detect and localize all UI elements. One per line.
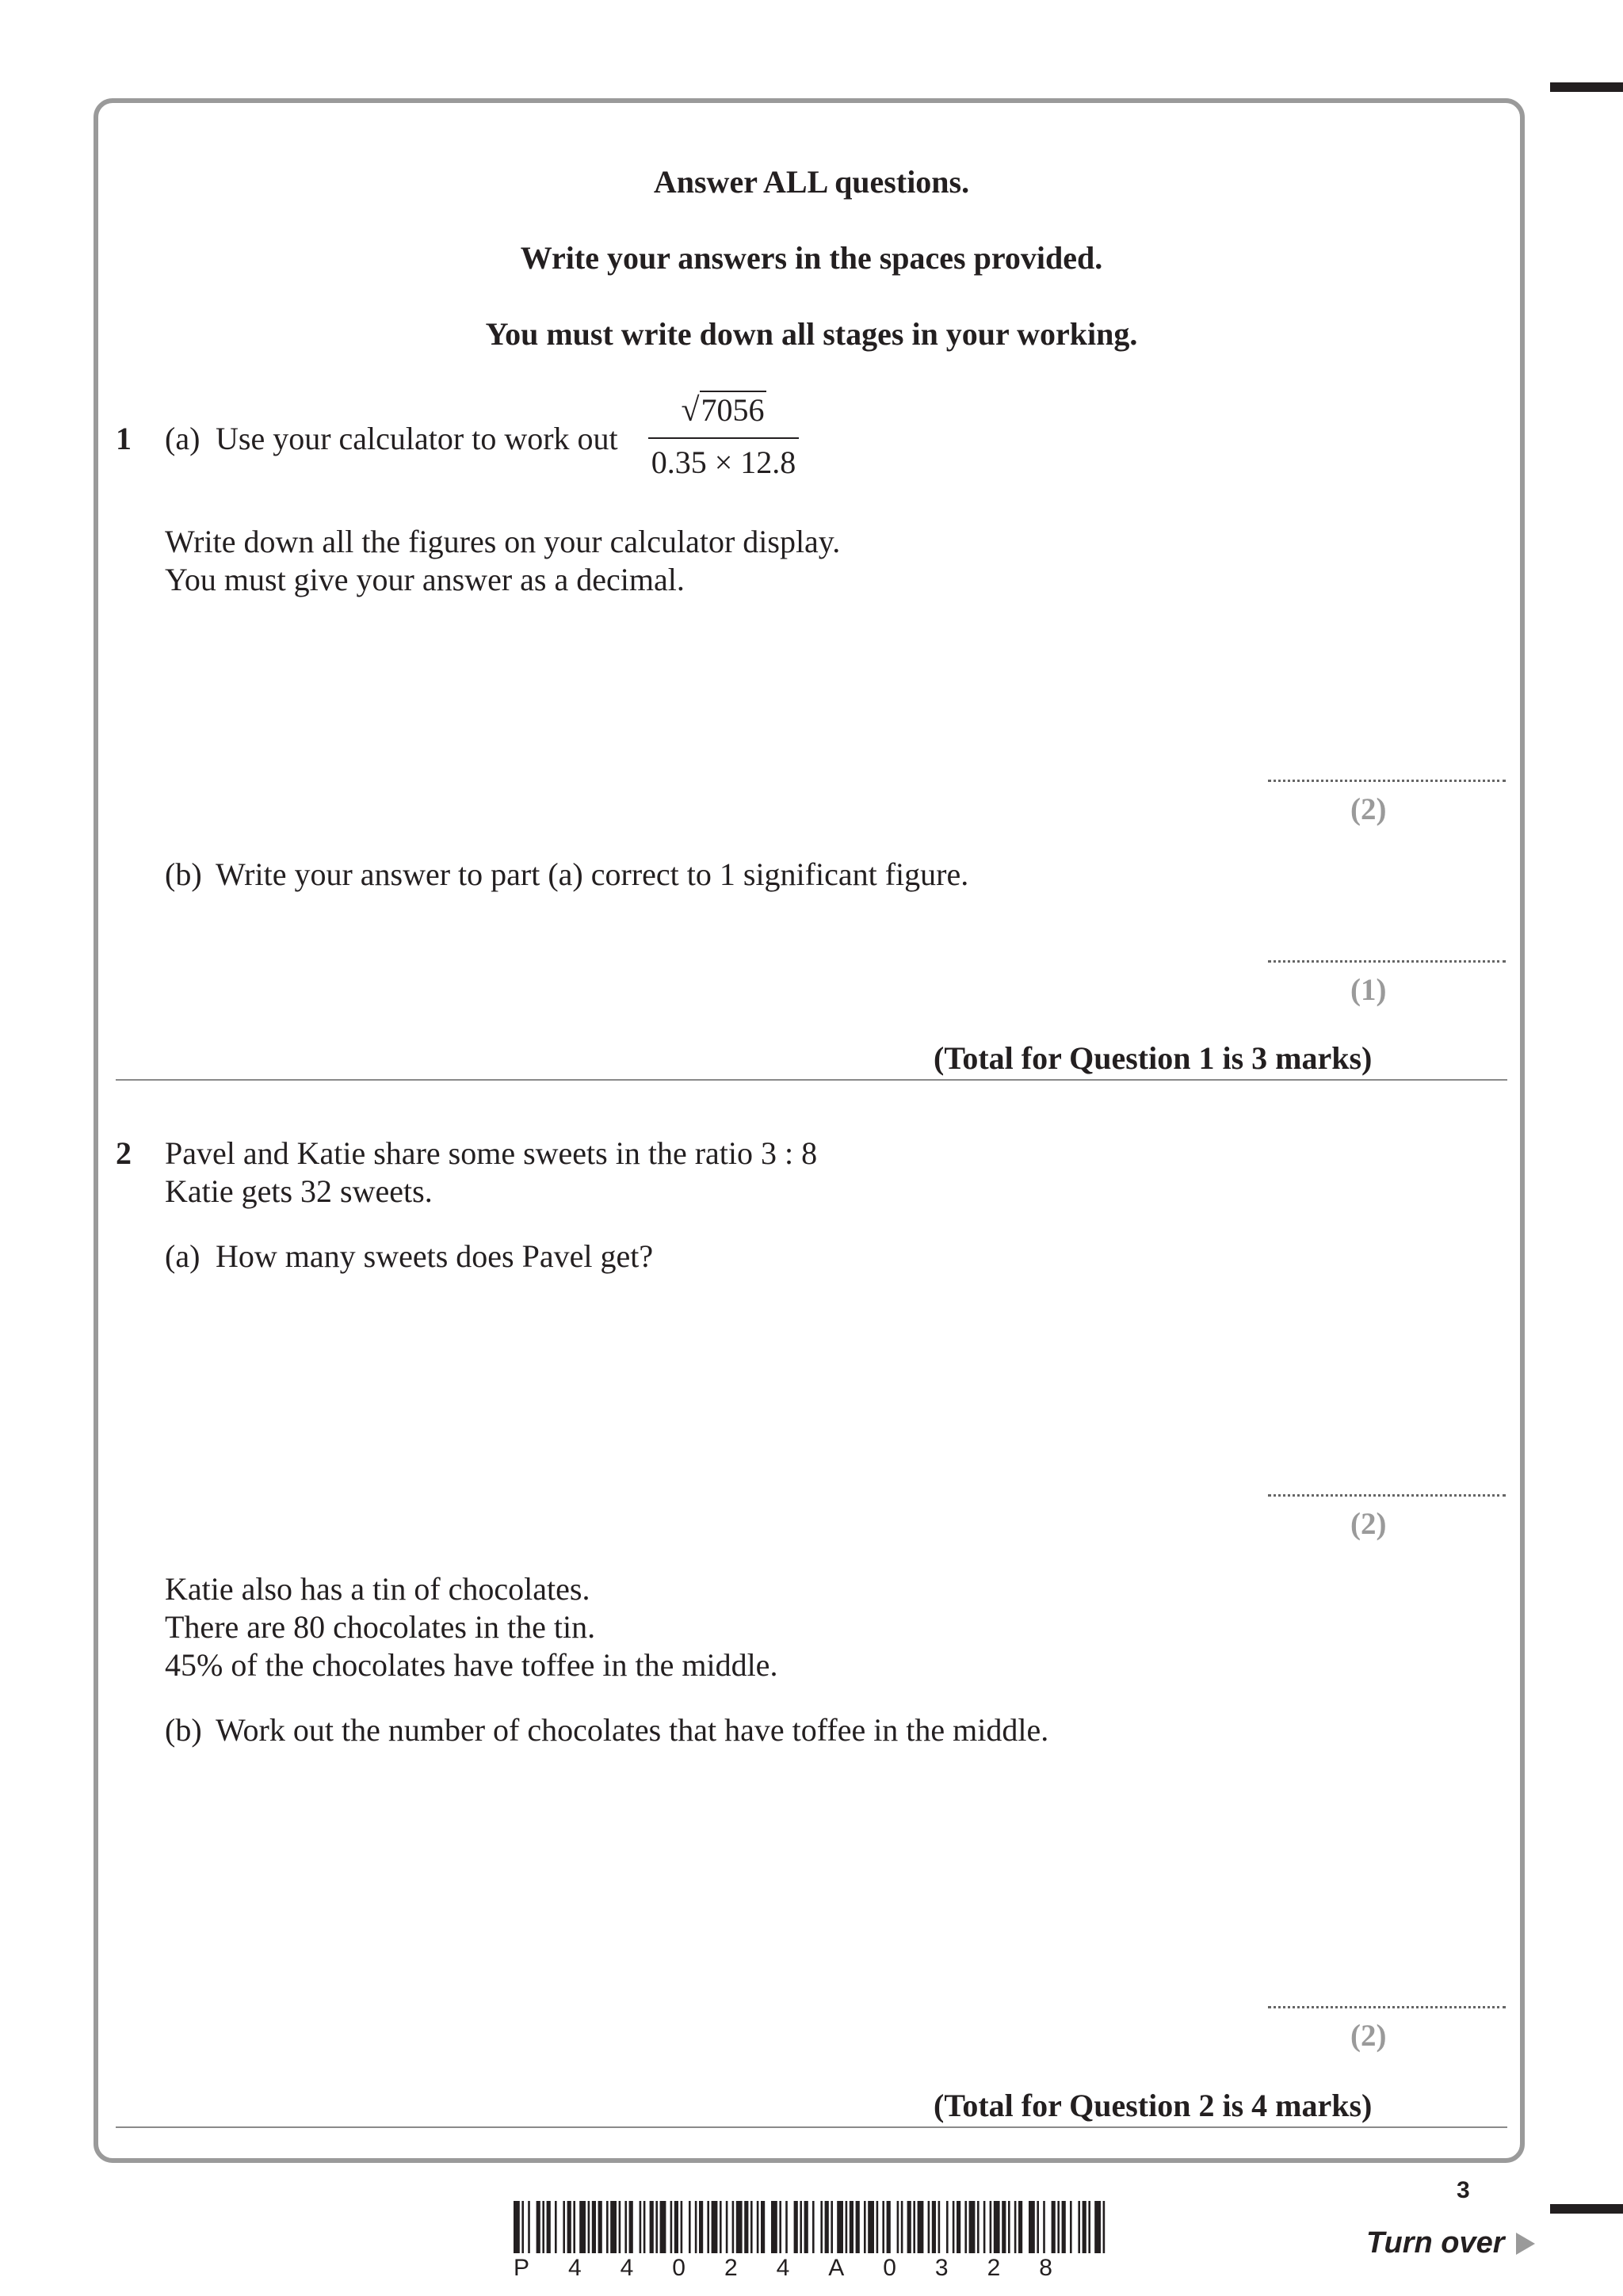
barcode-bar bbox=[977, 2201, 980, 2253]
barcode-bar bbox=[1037, 2201, 1039, 2253]
answer-line-2b[interactable] bbox=[1268, 2006, 1506, 2008]
question-1b-label: (b) bbox=[165, 856, 202, 892]
barcode-bar bbox=[1014, 2201, 1017, 2253]
barcode-bar bbox=[629, 2201, 633, 2253]
barcode-bar bbox=[619, 2201, 621, 2253]
barcode-bar bbox=[660, 2201, 666, 2253]
barcode-bar bbox=[681, 2201, 683, 2253]
radicand: 7056 bbox=[701, 392, 765, 428]
barcode-bar bbox=[555, 2201, 557, 2253]
barcode-bar bbox=[1103, 2201, 1106, 2253]
barcode-bar bbox=[1057, 2201, 1060, 2253]
page-number: 3 bbox=[1457, 2177, 1470, 2203]
barcode-bar bbox=[1078, 2201, 1080, 2253]
calculation-fraction bbox=[648, 391, 799, 481]
barcode-bar bbox=[812, 2201, 815, 2253]
answer-line-1a[interactable] bbox=[1268, 780, 1506, 782]
barcode-bar bbox=[1029, 2201, 1035, 2253]
barcode-bar bbox=[712, 2201, 718, 2253]
barcode-char: A bbox=[828, 2255, 845, 2281]
barcode-bar bbox=[969, 2201, 976, 2253]
barcode-char: 0 bbox=[883, 2255, 896, 2281]
barcode-bar bbox=[606, 2201, 609, 2253]
barcode-bar bbox=[514, 2201, 520, 2253]
barcode-bar bbox=[794, 2201, 798, 2253]
barcode-bar bbox=[699, 2201, 703, 2253]
barcode-bar bbox=[1070, 2201, 1072, 2253]
question-2b-text: Work out the number of chocolates that have toffee in the middle. bbox=[216, 1712, 1049, 1748]
barcode-bar bbox=[990, 2201, 992, 2253]
instruction-show-working: You must write down all stages in your working. bbox=[485, 316, 1138, 352]
barcode-bar bbox=[994, 2201, 1000, 2253]
barcode-bar bbox=[579, 2201, 586, 2253]
barcode-char: 3 bbox=[934, 2255, 949, 2281]
fraction-numerator bbox=[648, 391, 799, 437]
barcode-bar bbox=[932, 2201, 936, 2253]
barcode-bar bbox=[928, 2201, 930, 2253]
barcode-bar bbox=[573, 2201, 575, 2253]
barcode-bar bbox=[744, 2201, 748, 2253]
turn-over-label: Turn over bbox=[1366, 2226, 1505, 2260]
barcode-bar bbox=[856, 2201, 860, 2253]
question-1-total: (Total for Question 1 is 3 marks) bbox=[934, 1040, 1373, 1076]
question-2-intro-2: Katie gets 32 sweets. bbox=[165, 1173, 433, 1209]
barcode-bar bbox=[946, 2201, 949, 2253]
barcode-bar bbox=[785, 2201, 788, 2253]
barcode-bar bbox=[537, 2201, 540, 2253]
barcode-bar bbox=[592, 2201, 596, 2253]
question-2-number: 2 bbox=[116, 1135, 132, 1171]
marks-1b: (1) bbox=[1350, 973, 1387, 1007]
barcode-bar bbox=[726, 2201, 728, 2253]
barcode-bar bbox=[624, 2201, 627, 2253]
square-root-icon: √ bbox=[681, 392, 700, 429]
barcode-bar bbox=[567, 2201, 571, 2253]
barcode-bar bbox=[1083, 2201, 1086, 2253]
barcode-bar bbox=[707, 2201, 709, 2253]
barcode-bar bbox=[528, 2201, 530, 2253]
barcode-char: P bbox=[514, 2255, 530, 2281]
question-1a-instruction-1: Write down all the figures on your calculator display. bbox=[165, 524, 841, 559]
barcode-char: 0 bbox=[672, 2255, 685, 2281]
bottom-edge-mark bbox=[1550, 2204, 1623, 2214]
barcode-bar bbox=[1008, 2201, 1010, 2253]
question-1a-text: Use your calculator to work out bbox=[216, 421, 618, 456]
barcode-bar bbox=[901, 2201, 903, 2253]
barcode-bar bbox=[695, 2201, 697, 2253]
barcode-bar bbox=[720, 2201, 722, 2253]
top-edge-mark bbox=[1550, 82, 1623, 92]
barcode-bar bbox=[850, 2201, 854, 2253]
barcode-bar bbox=[640, 2201, 642, 2253]
barcode-bar bbox=[918, 2201, 924, 2253]
barcode-bar bbox=[736, 2201, 743, 2253]
barcode-bar bbox=[1088, 2201, 1090, 2253]
barcode-bar bbox=[1043, 2201, 1045, 2253]
barcode-bar bbox=[542, 2201, 544, 2253]
barcode-bar bbox=[655, 2201, 658, 2253]
barcode bbox=[514, 2201, 1108, 2253]
barcode-bar bbox=[650, 2201, 654, 2253]
barcode-bar bbox=[938, 2201, 941, 2253]
barcode-bar bbox=[831, 2201, 833, 2253]
question-2-info-3: 45% of the chocolates have toffee in the middle. bbox=[165, 1647, 778, 1683]
fraction-denominator: 0.35 × 12.8 bbox=[651, 444, 796, 480]
barcode-bar bbox=[547, 2201, 551, 2253]
barcode-bar bbox=[953, 2201, 955, 2253]
answer-line-1b[interactable] bbox=[1268, 960, 1506, 963]
barcode-bar bbox=[868, 2201, 874, 2253]
question-1b-text: Write your answer to part (a) correct to 1 significant figure. bbox=[216, 856, 969, 892]
answer-line-2a[interactable] bbox=[1268, 1494, 1506, 1497]
barcode-bar bbox=[1052, 2201, 1056, 2253]
question-1a-instruction-2: You must give your answer as a decimal. bbox=[165, 562, 685, 597]
question-2b-label: (b) bbox=[165, 1712, 202, 1748]
barcode-char: 2 bbox=[987, 2255, 1001, 2281]
barcode-bar bbox=[820, 2201, 823, 2253]
marks-2b: (2) bbox=[1350, 2019, 1387, 2053]
barcode-bar bbox=[913, 2201, 915, 2253]
marks-1a: (2) bbox=[1350, 792, 1387, 826]
question-2-info-1: Katie also has a tin of chocolates. bbox=[165, 1571, 590, 1607]
barcode-bar bbox=[761, 2201, 765, 2253]
barcode-bar bbox=[964, 2201, 967, 2253]
barcode-bar bbox=[1002, 2201, 1006, 2253]
barcode-bar bbox=[897, 2201, 899, 2253]
barcode-bar bbox=[757, 2201, 759, 2253]
instruction-answer-all: Answer ALL questions. bbox=[653, 164, 970, 200]
barcode-bar bbox=[825, 2201, 829, 2253]
barcode-bar bbox=[588, 2201, 590, 2253]
barcode-bar bbox=[689, 2201, 691, 2253]
barcode-bar bbox=[887, 2201, 891, 2253]
question-1-divider bbox=[116, 1079, 1507, 1081]
question-2-total: (Total for Question 2 is 4 marks) bbox=[934, 2088, 1373, 2123]
barcode-bar bbox=[1018, 2201, 1022, 2253]
barcode-bar bbox=[563, 2201, 565, 2253]
question-2-info-2: There are 80 chocolates in the tin. bbox=[165, 1609, 596, 1645]
question-1a-label: (a) bbox=[165, 421, 200, 456]
barcode-char: 4 bbox=[620, 2255, 634, 2281]
instruction-write-answers: Write your answers in the spaces provided. bbox=[520, 240, 1103, 276]
barcode-bar bbox=[771, 2201, 777, 2253]
barcode-bar bbox=[983, 2201, 986, 2253]
barcode-char: 4 bbox=[776, 2255, 790, 2281]
barcode-bar bbox=[957, 2201, 960, 2253]
barcode-bar bbox=[750, 2201, 753, 2253]
barcode-bar bbox=[1062, 2201, 1066, 2253]
barcode-bar bbox=[907, 2201, 911, 2253]
question-2a-label: (a) bbox=[165, 1238, 200, 1274]
turn-over bbox=[1366, 2226, 1535, 2260]
question-1-number: 1 bbox=[116, 421, 132, 456]
question-2-intro-1: Pavel and Katie share some sweets in the ratio 3 : 8 bbox=[165, 1135, 818, 1171]
barcode-bar bbox=[800, 2201, 802, 2253]
barcode-bar bbox=[804, 2201, 808, 2253]
barcode-bar bbox=[779, 2201, 781, 2253]
barcode-bar bbox=[521, 2201, 524, 2253]
barcode-char: 2 bbox=[724, 2255, 738, 2281]
barcode-bar bbox=[837, 2201, 843, 2253]
barcode-bar bbox=[674, 2201, 678, 2253]
barcode-bar bbox=[846, 2201, 848, 2253]
barcode-bar bbox=[670, 2201, 673, 2253]
barcode-bar bbox=[610, 2201, 617, 2253]
barcode-bar bbox=[864, 2201, 866, 2253]
question-2a-text: How many sweets does Pavel get? bbox=[216, 1238, 654, 1274]
play-arrow-icon bbox=[1516, 2233, 1535, 2255]
barcode-bar bbox=[732, 2201, 735, 2253]
question-frame bbox=[94, 98, 1525, 2163]
marks-2a: (2) bbox=[1350, 1507, 1387, 1541]
barcode-bar bbox=[643, 2201, 646, 2253]
barcode-bar bbox=[882, 2201, 884, 2253]
barcode-text bbox=[514, 2255, 1052, 2282]
barcode-bar bbox=[1094, 2201, 1101, 2253]
barcode-char: 8 bbox=[1039, 2255, 1052, 2281]
barcode-char: 4 bbox=[567, 2255, 582, 2281]
barcode-bar bbox=[598, 2201, 602, 2253]
question-2-divider bbox=[116, 2126, 1507, 2128]
barcode-bar bbox=[876, 2201, 879, 2253]
